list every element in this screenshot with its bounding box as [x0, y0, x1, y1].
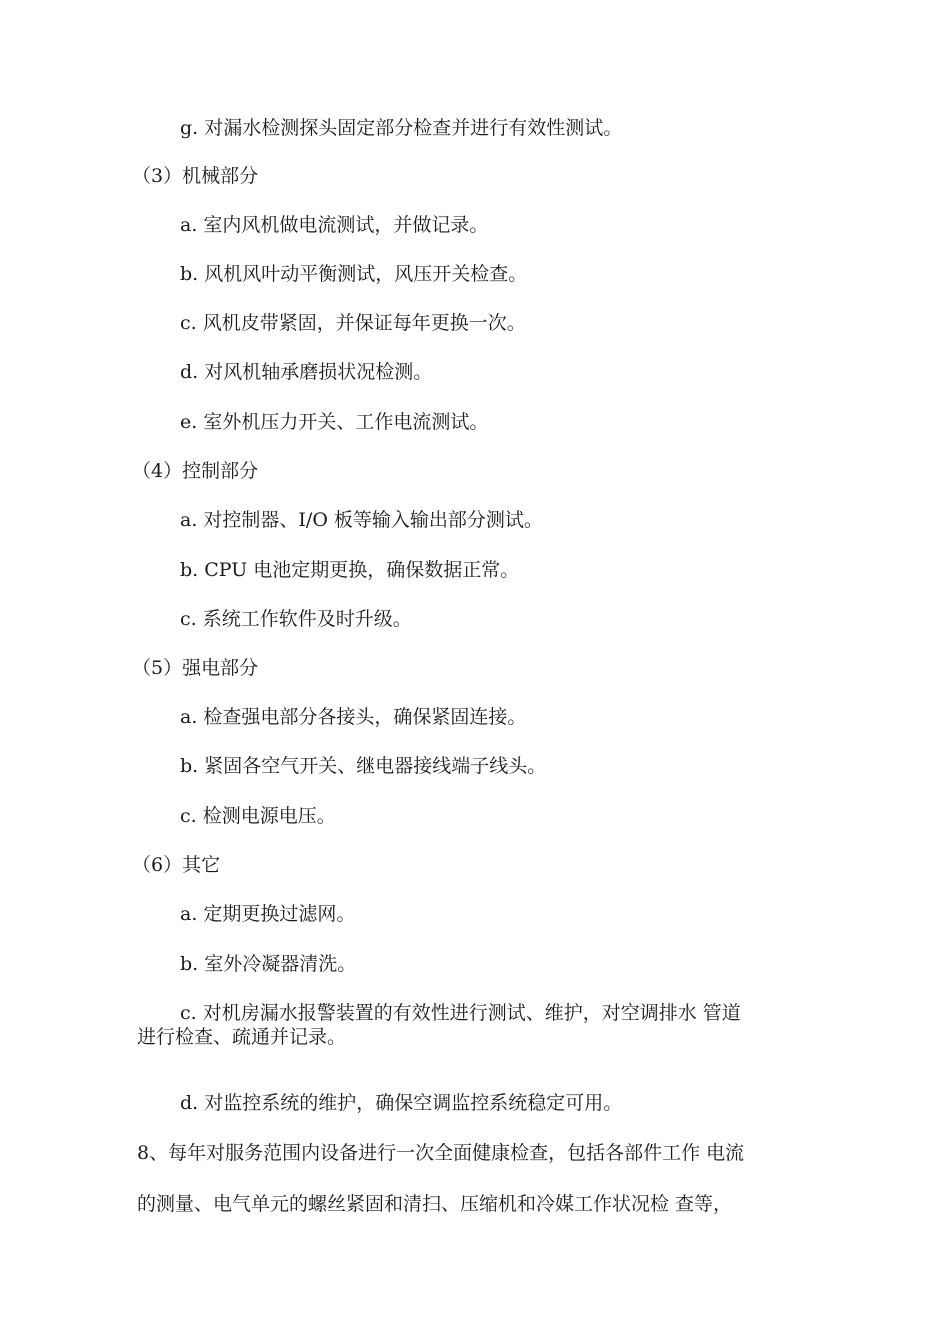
section-4-item-a: a. 对控制器、I/O 板等输入输出部分测试。 [180, 509, 543, 531]
section-3-item-a: a. 室内风机做电流测试，并做记录。 [180, 214, 489, 236]
item-g: g. 对漏水检测探头固定部分检查并进行有效性测试。 [180, 117, 623, 139]
section-6-item-b: b. 室外冷凝器清洗。 [180, 953, 357, 975]
section-3-item-e: e. 室外机压力开关、工作电流测试。 [180, 411, 489, 433]
section-5-item-b: b. 紧固各空气开关、继电器接线端子线头。 [180, 755, 547, 777]
section-5-heading: （5）强电部分 [132, 657, 259, 679]
section-5-item-c: c. 检测电源电压。 [180, 805, 336, 827]
section-3-item-c: c. 风机皮带紧固，并保证每年更换一次。 [180, 312, 526, 334]
section-6-item-c-line1: c. 对机房漏水报警装置的有效性进行测试、维护，对空调排水 管道 [180, 1002, 741, 1024]
section-6-item-d: d. 对监控系统的维护，确保空调监控系统稳定可用。 [180, 1092, 623, 1114]
section-4-item-b: b. CPU 电池定期更换，确保数据正常。 [180, 559, 520, 581]
section-4-heading: （4）控制部分 [132, 460, 259, 482]
section-3-item-d: d. 对风机轴承磨损状况检测。 [180, 361, 433, 383]
section-6-item-a: a. 定期更换过滤网。 [180, 903, 356, 925]
section-3-item-b: b. 风机风叶动平衡测试，风压开关检查。 [180, 263, 528, 285]
section-4-item-c: c. 系统工作软件及时升级。 [180, 608, 412, 630]
section-3-heading: （3）机械部分 [132, 165, 259, 187]
paragraph-8-line1: 8、每年对服务范围内设备进行一次全面健康检查，包括各部件工作 电流 [137, 1142, 745, 1164]
paragraph-8-line2: 的测量、电气单元的螺丝紧固和清扫、压缩机和冷媒工作状况检 查等， [137, 1193, 733, 1215]
section-5-item-a: a. 检查强电部分各接头，确保紧固连接。 [180, 706, 527, 728]
section-6-heading: （6）其它 [132, 854, 221, 876]
section-6-item-c-line2: 进行检查、疏通并记录。 [137, 1026, 347, 1048]
